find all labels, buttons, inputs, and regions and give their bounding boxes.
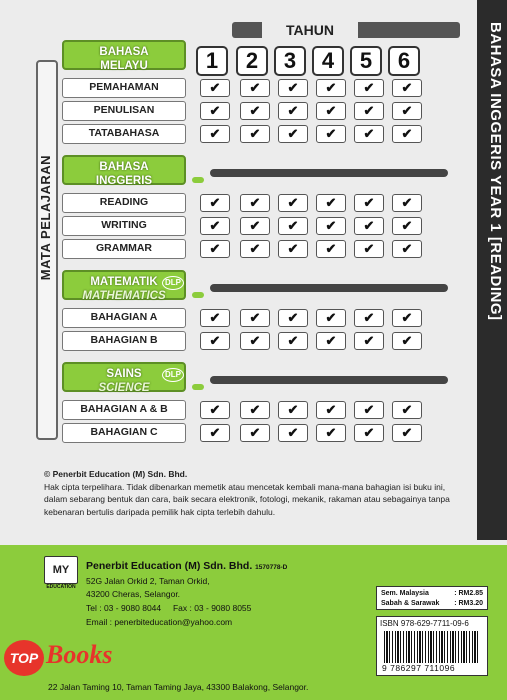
year-1: 1 — [196, 46, 228, 76]
year-checkbox: ✔ — [240, 79, 270, 97]
dlp-badge: DLP — [162, 368, 184, 382]
year-checkbox: ✔ — [278, 332, 308, 350]
price-row-2 — [381, 599, 483, 609]
publisher-logo — [44, 556, 78, 584]
year-checkbox: ✔ — [240, 125, 270, 143]
year-checkbox: ✔ — [240, 102, 270, 120]
subject-row-label: READING — [62, 193, 186, 213]
price-region-1: Sem. Malaysia — [381, 590, 429, 597]
year-checkbox: ✔ — [316, 424, 346, 442]
year-2: 2 — [236, 46, 268, 76]
subject-header — [62, 40, 186, 70]
year-checkbox: ✔ — [240, 332, 270, 350]
subject-name-line2: MELAYU — [100, 60, 148, 72]
year-checkbox: ✔ — [240, 217, 270, 235]
barcode — [384, 631, 480, 663]
year-checkbox: ✔ — [354, 332, 384, 350]
distributor-address: 22 Jalan Taming 10, Taman Taming Jaya, 43300 Balakong, Selangor. — [48, 682, 309, 692]
year-checkbox: ✔ — [392, 79, 422, 97]
subject-header — [62, 155, 186, 185]
header-divider-bar — [210, 284, 448, 292]
subject-name-line1: MATEMATIK — [90, 276, 158, 288]
year-checkbox: ✔ — [316, 332, 346, 350]
year-3: 3 — [274, 46, 306, 76]
year-checkbox: ✔ — [200, 424, 230, 442]
year-6: 6 — [388, 46, 420, 76]
header-divider-accent — [192, 177, 204, 183]
logo-sub: EDUCATION — [46, 584, 76, 590]
subject-name-line1: BAHASA — [99, 161, 149, 173]
year-checkbox: ✔ — [316, 102, 346, 120]
year-checkbox: ✔ — [316, 79, 346, 97]
subject-name-line1: BAHASA — [99, 46, 149, 58]
header-divider-accent — [192, 384, 204, 390]
year-checkbox: ✔ — [278, 102, 308, 120]
subject-row-label: BAHAGIAN A — [62, 308, 186, 328]
subject-row-label: GRAMMAR — [62, 239, 186, 259]
year-checkbox: ✔ — [200, 332, 230, 350]
year-checkbox: ✔ — [354, 240, 384, 258]
header-divider-accent — [192, 292, 204, 298]
year-checkbox: ✔ — [240, 240, 270, 258]
year-checkbox: ✔ — [354, 125, 384, 143]
year-checkbox: ✔ — [240, 194, 270, 212]
header-divider-bar — [210, 376, 448, 384]
year-checkbox: ✔ — [200, 79, 230, 97]
subject-name-line1: SAINS — [106, 368, 142, 380]
year-checkbox: ✔ — [354, 424, 384, 442]
year-4: 4 — [312, 46, 344, 76]
year-checkbox: ✔ — [278, 194, 308, 212]
year-checkbox: ✔ — [278, 424, 308, 442]
year-checkbox: ✔ — [278, 401, 308, 419]
year-checkbox: ✔ — [240, 309, 270, 327]
publisher-address2: 43200 Cheras, Selangor. — [86, 589, 181, 599]
year-5: 5 — [350, 46, 382, 76]
year-checkbox: ✔ — [392, 102, 422, 120]
year-checkbox: ✔ — [316, 401, 346, 419]
barcode-number: 9 786297 711096 — [382, 663, 456, 673]
logo-text: MY — [52, 564, 70, 576]
year-checkbox: ✔ — [354, 217, 384, 235]
copyright-block — [44, 468, 464, 518]
dlp-badge: DLP — [162, 276, 184, 290]
year-checkbox: ✔ — [316, 125, 346, 143]
year-checkbox: ✔ — [240, 424, 270, 442]
copyright-body: Hak cipta terpelihara. Tidak dibenarkan memetik atau mencetak kembali mana-mana bahagian isi buku ini, dalam sebarang bentuk dan cara, baik secara elektronik, fotologi, mekanik, rakaman atau sebagainya tanpa kebenaran bertulis daripada pemilik hak cipta terlebih dahulu. — [44, 481, 450, 517]
price-value-1: : RM2.85 — [454, 590, 483, 597]
subject-row-label: TATABAHASA — [62, 124, 186, 144]
spine-title: BAHASA INGGERIS YEAR 1 [READING] — [487, 22, 504, 321]
subject-row-label: PEMAHAMAN — [62, 78, 186, 98]
year-checkbox: ✔ — [316, 309, 346, 327]
year-checkbox: ✔ — [200, 125, 230, 143]
topbooks-logo-books: Books — [46, 640, 113, 669]
year-checkbox: ✔ — [200, 102, 230, 120]
publisher-name — [86, 560, 287, 572]
year-checkbox: ✔ — [392, 309, 422, 327]
year-checkbox: ✔ — [278, 217, 308, 235]
year-checkbox: ✔ — [316, 194, 346, 212]
topbooks-logo-top: TOP — [4, 640, 44, 676]
year-checkbox: ✔ — [316, 217, 346, 235]
publisher-email: Email : penerbiteducation@yahoo.com — [86, 617, 233, 627]
year-checkbox: ✔ — [354, 401, 384, 419]
header-divider-bar — [210, 169, 448, 177]
publisher-name-text: Penerbit Education (M) Sdn. Bhd. — [86, 560, 253, 572]
subject-name-line2: MATHEMATICS — [82, 290, 166, 302]
year-checkbox: ✔ — [392, 217, 422, 235]
year-checkbox: ✔ — [392, 240, 422, 258]
subject-name-line2: INGGERIS — [95, 175, 153, 187]
price-box — [376, 586, 488, 610]
year-checkbox: ✔ — [278, 125, 308, 143]
year-checkbox: ✔ — [278, 79, 308, 97]
year-checkbox: ✔ — [392, 125, 422, 143]
year-checkbox: ✔ — [200, 240, 230, 258]
year-checkbox: ✔ — [316, 240, 346, 258]
isbn-text: ISBN 978-629-7711-09-6 — [380, 619, 469, 628]
year-checkbox: ✔ — [200, 401, 230, 419]
subject-row-label: BAHAGIAN B — [62, 331, 186, 351]
price-region-2: Sabah & Sarawak — [381, 600, 440, 607]
year-checkbox: ✔ — [278, 309, 308, 327]
year-checkbox: ✔ — [354, 79, 384, 97]
year-checkbox: ✔ — [354, 102, 384, 120]
price-row-1 — [381, 589, 483, 599]
publisher-phone: Tel : 03 - 9080 8044 Fax : 03 - 9080 8055 — [86, 603, 252, 613]
subject-row-label: PENULISAN — [62, 101, 186, 121]
tahun-label: TAHUN — [286, 22, 334, 38]
year-checkbox: ✔ — [200, 194, 230, 212]
subject-name-line2: SCIENCE — [98, 382, 150, 394]
publisher-reg: 1570778-D — [255, 564, 288, 571]
year-checkbox: ✔ — [354, 194, 384, 212]
year-checkbox: ✔ — [392, 332, 422, 350]
year-checkbox: ✔ — [392, 424, 422, 442]
subject-row-label: WRITING — [62, 216, 186, 236]
year-checkbox: ✔ — [200, 217, 230, 235]
price-value-2: : RM3.20 — [454, 600, 483, 607]
publisher-address1: 52G Jalan Orkid 2, Taman Orkid, — [86, 576, 210, 586]
year-checkbox: ✔ — [354, 309, 384, 327]
side-label: MATA PELAJARAN — [38, 155, 53, 281]
subject-row-label: BAHAGIAN A & B — [62, 400, 186, 420]
subject-row-label: BAHAGIAN C — [62, 423, 186, 443]
year-checkbox: ✔ — [392, 401, 422, 419]
year-checkbox: ✔ — [200, 309, 230, 327]
copyright-line: © Penerbit Education (M) Sdn. Bhd. — [44, 469, 188, 479]
year-checkbox: ✔ — [278, 240, 308, 258]
year-checkbox: ✔ — [392, 194, 422, 212]
year-checkbox: ✔ — [240, 401, 270, 419]
